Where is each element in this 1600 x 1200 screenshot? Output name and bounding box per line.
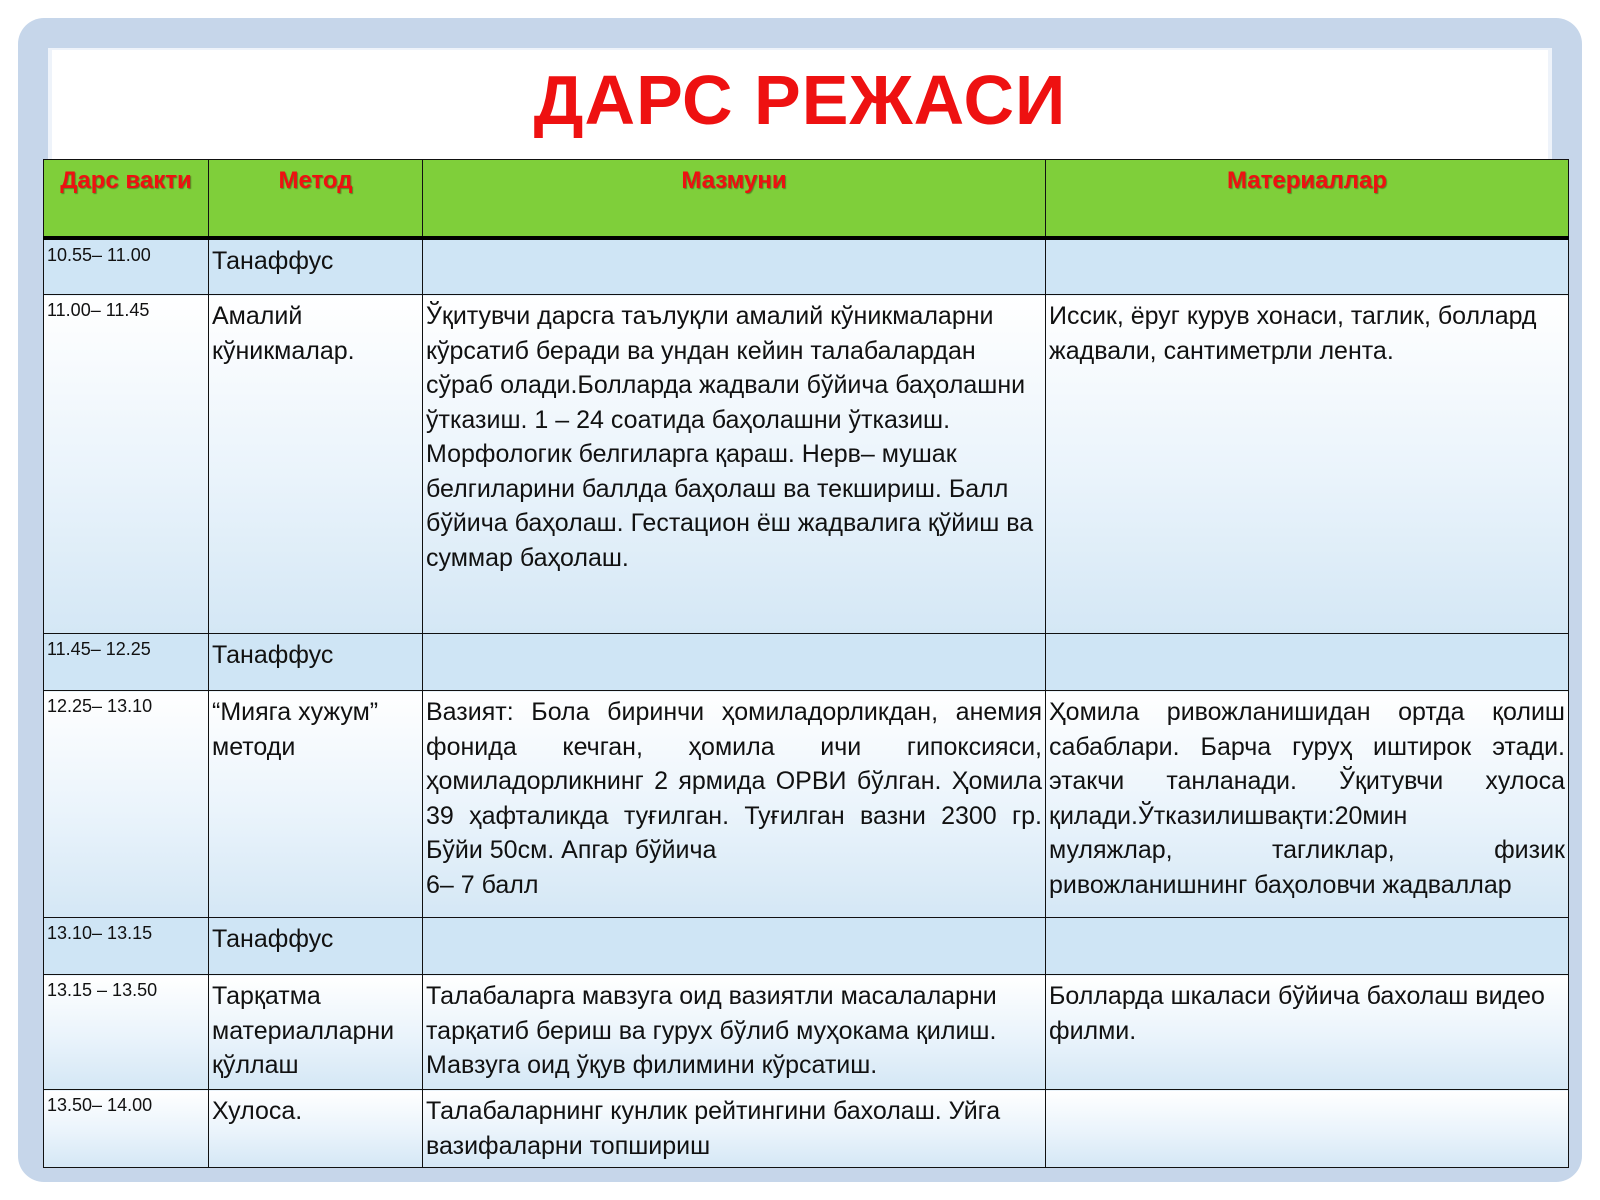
- table-row: [44, 918, 1569, 975]
- row-method: “Мияга хужум” методи: [209, 691, 423, 918]
- row-time: 11.00– 11.45: [44, 295, 209, 634]
- header-materials: Материаллар: [1046, 160, 1569, 238]
- row-materials: [1046, 918, 1569, 975]
- row-method: Хулоса.: [209, 1090, 423, 1168]
- row-time: 13.50– 14.00: [44, 1090, 209, 1168]
- header-time: Дарс вакти: [44, 160, 209, 238]
- row-content: [423, 295, 1046, 634]
- row-time: 12.25– 13.10: [44, 691, 209, 918]
- row-time: 13.15 – 13.50: [44, 975, 209, 1090]
- row-method: Танаффус: [209, 634, 423, 691]
- row-content: Талабаларга мавзуга оид вазиятли масалаларни тарқатиб бериш ва гурух бўлиб муҳокама қилиш. Мавзуга оид ўқув филимини кўрсатиш.: [423, 975, 1046, 1090]
- row-method: Тарқатма материалларни қўллаш: [209, 975, 423, 1090]
- row-content: [423, 918, 1046, 975]
- table-row: [44, 295, 1569, 634]
- row-time: 10.55– 11.00: [44, 238, 209, 295]
- row-content: [423, 634, 1046, 691]
- header-method: Метод: [209, 160, 423, 238]
- row-content: [423, 238, 1046, 295]
- row-content-text: Ўқитувчи дарсга таълуқли амалий кўникмаларни кўрсатиб беради ва ундан кейин талабалардан сўраб олади.Болларда жадвали бўйича баҳолашни ўтказиш. 1 – 24 соатида баҳолашни ўтказиш. Морфологик белгиларга қараш. Нерв– мушак белгиларини баллда баҳолаш ва текшириш. Балл бўйича баҳолаш. Гестацион ёш жадвалига қўйиш ва суммар баҳолаш.: [426, 302, 1034, 572]
- row-time: 13.10– 13.15: [44, 918, 209, 975]
- row-content: [423, 691, 1046, 918]
- row-materials: [1046, 238, 1569, 295]
- table-row: [44, 1090, 1569, 1168]
- table-row: [44, 691, 1569, 918]
- row-materials: [1046, 691, 1569, 918]
- row-materials: [1046, 634, 1569, 691]
- row-method: Танаффус: [209, 238, 423, 295]
- table-row: [44, 634, 1569, 691]
- table-row: [44, 238, 1569, 295]
- row-materials: Иссик, ёруг курув хонаси, таглик, боллард жадвали, сантиметрли лента.: [1046, 295, 1569, 634]
- row-materials-text: Ҳомила ривожланишидан ортда қолиш сабаблари. Барча гуруҳ иштирок этади. этакчи танланади. Ўқитувчи хулоса қилади.Ўтказилишвақти:20мин муляжлар, тагликлар, физик ривожланишнинг баҳоловчи жадваллар: [1049, 698, 1565, 899]
- lesson-plan-table: [43, 159, 1569, 1168]
- table-row: [44, 975, 1569, 1090]
- row-time: 11.45– 12.25: [44, 634, 209, 691]
- row-materials: [1046, 1090, 1569, 1168]
- header-content: Мазмуни: [423, 160, 1046, 238]
- row-method: Амалий кўникмалар.: [209, 295, 423, 634]
- table-header-row: [44, 160, 1569, 238]
- row-method: Танаффус: [209, 918, 423, 975]
- row-content-text: Вазият: Бола биринчи ҳомиладорликдан, анемия фонида кечган, ҳомила ичи гипоксияси, ҳомиладорликнинг 2 ярмида ОРВИ бўлган. Ҳомила 39 ҳафталикда туғилган. Туғилган вазни 2300 гр. Бўйи 50см. Апгар бўйича 6– 7 балл: [426, 698, 1042, 899]
- page-title: ДАРС РЕЖАСИ: [533, 61, 1067, 139]
- row-materials: Болларда шкаласи бўйича бахолаш видео филми.: [1046, 975, 1569, 1090]
- row-content: Талабаларнинг кунлик рейтингини бахолаш. Уйга вазифаларни топшириш: [423, 1090, 1046, 1168]
